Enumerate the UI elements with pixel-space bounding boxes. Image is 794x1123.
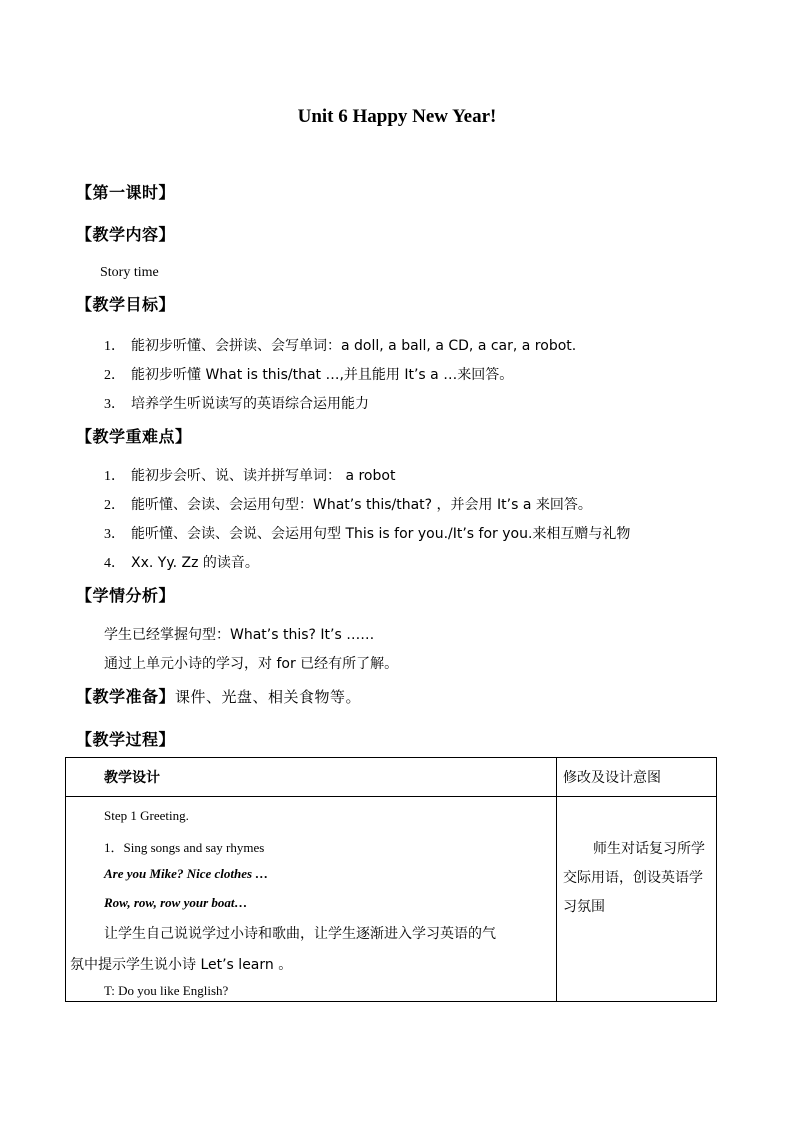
design-line: 让学生自己说说学过小诗和歌曲，让学生逐渐进入学习英语的气 — [104, 926, 496, 942]
process-heading: 【教学过程】 — [76, 730, 176, 749]
preparation-row — [76, 684, 361, 707]
note-cell — [557, 797, 717, 1002]
process-table — [65, 757, 717, 1002]
design-line: Step 1 Greeting. — [104, 808, 189, 823]
design-line: Are you Mike? Nice clothes … — [104, 866, 269, 881]
table-row — [66, 797, 717, 1002]
content-heading: 【教学内容】 — [76, 225, 176, 244]
column-header-note: 修改及设计意图 — [557, 758, 717, 797]
lesson-heading: 【第一课时】 — [76, 183, 176, 202]
note-text: 师生对话复习所学交际用语，创设英语学习氛围 — [563, 841, 705, 915]
design-line: Row, row, row your boat… — [104, 895, 248, 910]
analysis-line: 通过上单元小诗的学习，对 for 已经有所了解。 — [104, 656, 399, 672]
analysis-heading: 【学情分析】 — [76, 586, 176, 605]
key-point-item: 4． Xx. Yy. Zz 的读音。 — [104, 555, 259, 571]
key-point-item: 1． 能初步会听、说、读并拼写单词： a robot — [104, 468, 396, 484]
table-header-row — [66, 758, 717, 797]
design-cell — [66, 797, 557, 1002]
document-title: Unit 6 Happy New Year! — [297, 106, 497, 127]
content-text: Story time — [100, 265, 159, 280]
column-header-design: 教学设计 — [66, 758, 557, 797]
key-point-item: 3． 能听懂、会读、会说、会运用句型 This is for you./It’s for you.来相互赠与礼物 — [104, 526, 631, 542]
goals-heading: 【教学目标】 — [76, 295, 176, 314]
goal-item: 3． 培养学生听说读写的英语综合运用能力 — [104, 396, 369, 412]
goal-item: 1． 能初步听懂、会拼读、会写单词：a doll, a ball, a CD, a car, a robot. — [104, 338, 577, 354]
key-points-heading: 【教学重难点】 — [76, 427, 192, 446]
preparation-text: 课件、光盘、相关食物等。 — [175, 688, 362, 706]
preparation-heading: 【教学准备】 — [76, 687, 176, 706]
design-line: 氛中提示学生说小诗 Let’s learn 。 — [70, 957, 293, 973]
key-point-item: 2． 能听懂、会读、会运用句型：What’s this/that? ，并会用 It’s a 来回答。 — [104, 497, 592, 513]
goal-item: 2． 能初步听懂 What is this/that …,并且能用 It’s a …来回答。 — [104, 367, 514, 383]
design-line: T: Do you like English? — [104, 983, 229, 998]
analysis-line: 学生已经掌握句型：What’s this? It’s …… — [104, 627, 375, 643]
design-line: 1．Sing songs and say rhymes — [104, 840, 265, 855]
